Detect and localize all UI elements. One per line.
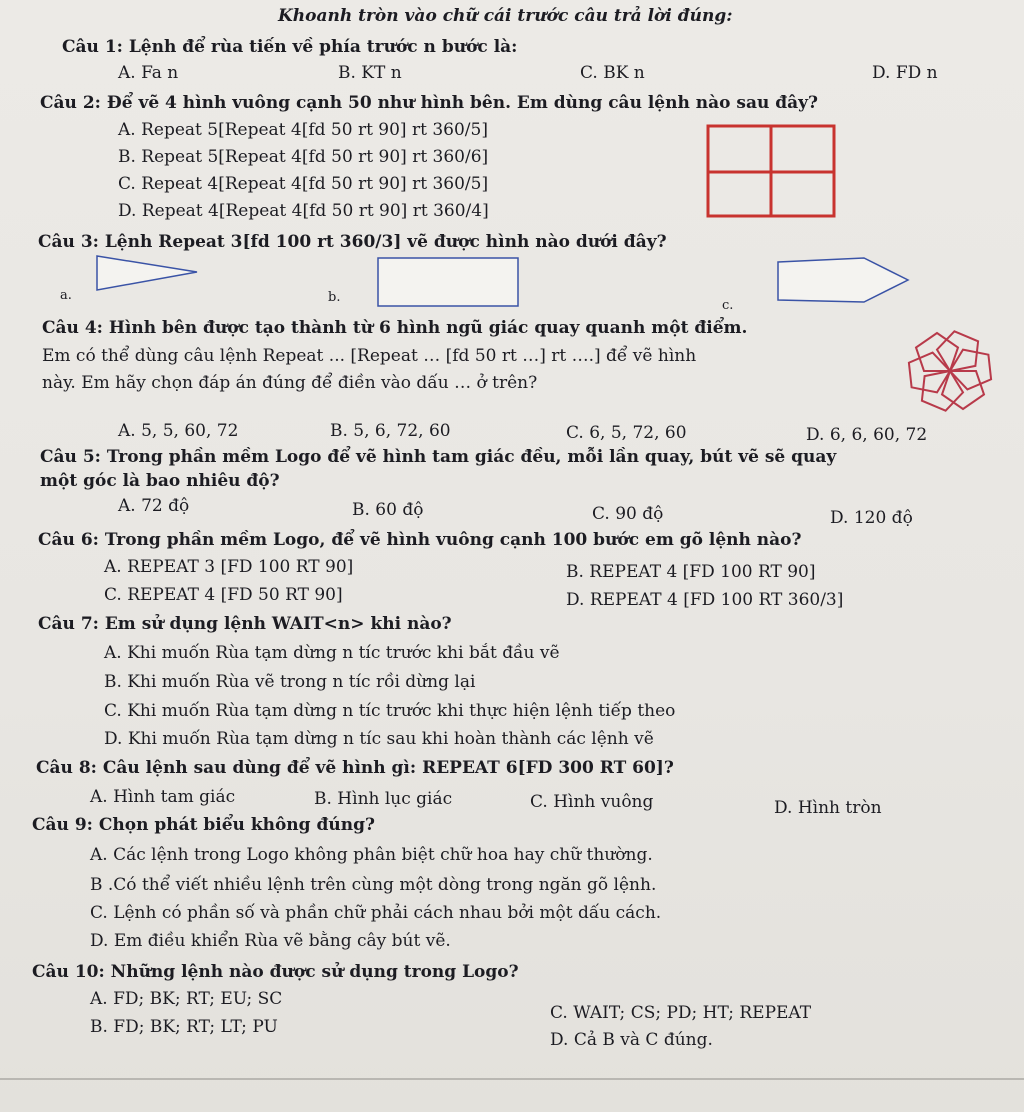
q7-option-d[interactable]: D. Khi muốn Rùa tạm dừng n tíc sau khi hoàn thành các lệnh vẽ	[104, 729, 654, 749]
q5-stem-line1: Câu 5: Trong phần mềm Logo để vẽ hình tam giác đều, mỗi lần quay, bút vẽ sẽ quay	[40, 447, 837, 467]
q1-option-c[interactable]: C. BK n	[580, 63, 645, 83]
q4-option-b[interactable]: B. 5, 6, 72, 60	[330, 421, 451, 441]
q2-four-squares-figure	[700, 122, 840, 222]
q5-option-b[interactable]: B. 60 độ	[352, 500, 424, 520]
q6-option-a[interactable]: A. REPEAT 3 [FD 100 RT 90]	[104, 557, 354, 577]
q2-stem: Câu 2: Để vẽ 4 hình vuông cạnh 50 như hình bên. Em dùng câu lệnh nào sau đây?	[40, 93, 818, 113]
q8-option-a[interactable]: A. Hình tam giác	[90, 787, 236, 807]
q3-stem: Câu 3: Lệnh Repeat 3[fd 100 rt 360/3] vẽ được hình nào dưới đây?	[38, 232, 667, 252]
q7-option-a[interactable]: A. Khi muốn Rùa tạm dừng n tíc trước khi bắt đầu vẽ	[104, 643, 560, 663]
q5-option-c[interactable]: C. 90 độ	[592, 504, 664, 524]
q9-option-d[interactable]: D. Em điều khiển Rùa vẽ bằng cây bút vẽ.	[90, 931, 451, 951]
q1-option-b[interactable]: B. KT n	[338, 63, 402, 83]
q7-option-b[interactable]: B. Khi muốn Rùa vẽ trong n tíc rồi dừng lại	[104, 672, 476, 692]
q1-stem: Câu 1: Lệnh để rùa tiến về phía trước n bước là:	[62, 37, 518, 57]
q10-option-a[interactable]: A. FD; BK; RT; EU; SC	[90, 989, 283, 1009]
q3-label-b[interactable]: b.	[328, 290, 341, 305]
q7-stem: Câu 7: Em sử dụng lệnh WAIT<n> khi nào?	[38, 614, 452, 634]
q6-stem: Câu 6: Trong phần mềm Logo, để vẽ hình vuông cạnh 100 bước em gõ lệnh nào?	[38, 530, 802, 550]
worksheet-header: Khoanh tròn vào chữ cái trước câu trả lời đúng:	[278, 6, 733, 26]
q1-option-a[interactable]: A. Fa n	[118, 63, 179, 83]
q9-option-a[interactable]: A. Các lệnh trong Logo không phân biệt chữ hoa hay chữ thường.	[90, 845, 653, 865]
pentagon-shape	[942, 371, 984, 409]
pentagon-shape	[916, 333, 958, 371]
q3-shape-b-rectangle	[370, 254, 530, 310]
q6-option-c[interactable]: C. REPEAT 4 [FD 50 RT 90]	[104, 585, 343, 605]
q10-stem: Câu 10: Những lệnh nào được sử dụng trong Logo?	[32, 962, 519, 982]
page-bottom-divider	[0, 1078, 1024, 1080]
q4-stem-line3: này. Em hãy chọn đáp án đúng để điền vào dấu … ở trên?	[42, 373, 538, 393]
q9-stem: Câu 9: Chọn phát biểu không đúng?	[32, 815, 375, 835]
q4-option-d[interactable]: D. 6, 6, 60, 72	[806, 425, 928, 445]
q3-label-c[interactable]: c.	[722, 298, 734, 313]
q10-option-b[interactable]: B. FD; BK; RT; LT; PU	[90, 1017, 278, 1037]
q4-stem-line1: Câu 4: Hình bên được tạo thành từ 6 hình ngũ giác quay quanh một điểm.	[42, 318, 748, 338]
q1-option-d[interactable]: D. FD n	[872, 63, 938, 83]
q3-label-a[interactable]: a.	[60, 288, 72, 303]
q6-option-b[interactable]: B. REPEAT 4 [FD 100 RT 90]	[566, 562, 816, 582]
q4-rotated-pentagons-figure	[880, 320, 1020, 422]
q10-option-d[interactable]: D. Cả B và C đúng.	[550, 1030, 713, 1050]
q8-option-b[interactable]: B. Hình lục giác	[314, 789, 453, 809]
q4-option-c[interactable]: C. 6, 5, 72, 60	[566, 423, 687, 443]
q4-stem-line2: Em có thể dùng câu lệnh Repeat ... [Repeat … [fd 50 rt …] rt ….] để vẽ hình	[42, 346, 697, 366]
q7-option-c[interactable]: C. Khi muốn Rùa tạm dừng n tíc trước khi thực hiện lệnh tiếp theo	[104, 701, 676, 721]
q3-shape-c-pentagon	[770, 256, 910, 306]
q10-option-c[interactable]: C. WAIT; CS; PD; HT; REPEAT	[550, 1003, 812, 1023]
q2-option-b[interactable]: B. Repeat 5[Repeat 4[fd 50 rt 90] rt 360/6]	[118, 147, 489, 167]
q6-option-d[interactable]: D. REPEAT 4 [FD 100 RT 360/3]	[566, 590, 844, 610]
q2-option-d[interactable]: D. Repeat 4[Repeat 4[fd 50 rt 90] rt 360/4]	[118, 201, 489, 221]
q3-shape-a-triangle	[90, 250, 200, 300]
q9-option-c[interactable]: C. Lệnh có phần số và phần chữ phải cách nhau bởi một dấu cách.	[90, 903, 662, 923]
q5-option-a[interactable]: A. 72 độ	[118, 496, 190, 516]
q4-option-a[interactable]: A. 5, 5, 60, 72	[118, 421, 239, 441]
q2-option-a[interactable]: A. Repeat 5[Repeat 4[fd 50 rt 90] rt 360/5]	[118, 120, 488, 140]
q8-option-d[interactable]: D. Hình tròn	[774, 798, 882, 818]
q8-stem: Câu 8: Câu lệnh sau dùng để vẽ hình gì: REPEAT 6[FD 300 RT 60]?	[36, 758, 674, 778]
q5-stem-line2: một góc là bao nhiêu độ?	[40, 471, 280, 491]
q8-option-c[interactable]: C. Hình vuông	[530, 792, 654, 812]
q5-option-d[interactable]: D. 120 độ	[830, 508, 913, 528]
q2-option-c[interactable]: C. Repeat 4[Repeat 4[fd 50 rt 90] rt 360/5]	[118, 174, 489, 194]
q9-option-b[interactable]: B .Có thể viết nhiều lệnh trên cùng một dòng trong ngăn gõ lệnh.	[90, 875, 657, 895]
